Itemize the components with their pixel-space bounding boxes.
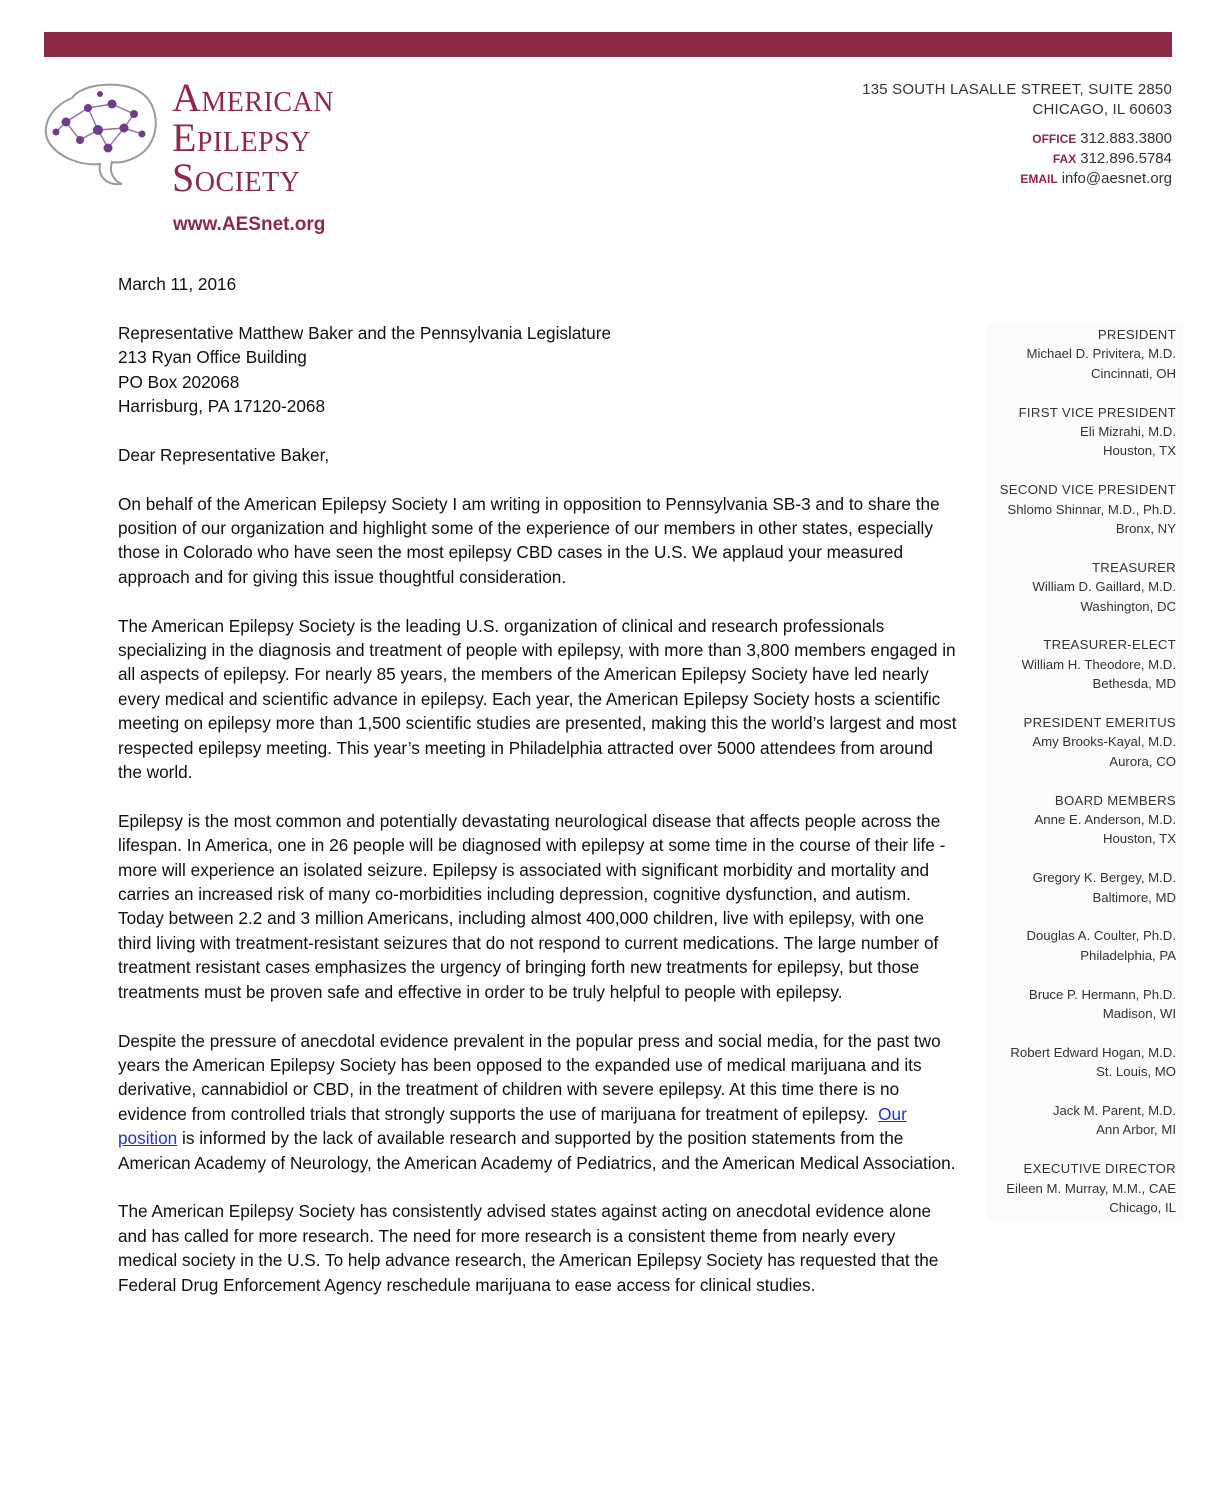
board-member-name: Bruce P. Hermann, Ph.D. [1028, 986, 1176, 1002]
board-title: TREASURER-ELECT [1043, 637, 1176, 653]
address-line: CHICAGO, IL 60603 [1032, 101, 1172, 118]
board-member-name: Douglas A. Coulter, Ph.D. [1026, 928, 1176, 944]
recipient-line: Representative Matthew Baker and the Pennsylvania Legislature [118, 322, 611, 343]
contact-block [862, 80, 1172, 189]
board-entry [986, 926, 1176, 965]
board-entry [986, 325, 1176, 383]
website-link[interactable]: www.AESnet.org [173, 214, 326, 235]
board-entry [986, 635, 1176, 693]
fax-label: FAX [1052, 152, 1077, 166]
board-entry [986, 1159, 1176, 1217]
board-title: FIRST VICE PRESIDENT [1018, 404, 1176, 420]
board-title: SECOND VICE PRESIDENT [999, 482, 1176, 498]
board-member-location: Washington, DC [1080, 598, 1176, 614]
fax-number [862, 149, 1172, 169]
email-label: EMAIL [1020, 172, 1058, 186]
board-member-name: Michael D. Privitera, M.D. [1026, 346, 1176, 362]
board-member-location: Aurora, CO [1109, 753, 1176, 769]
org-name [172, 75, 335, 200]
paragraph-1: On behalf of the American Epilepsy Society I am writing in opposition to Pennsylvania SB-3 and to share the position of our organization and highlight some of the experience of our members in other states, especially those in Colorado who have seen the most epilepsy CBD cases in the U.S. We applaud your measured approach and for giving this issue thoughtful consideration. [118, 493, 940, 587]
board-member-location: Houston, TX [1102, 443, 1176, 459]
org-name-line: Society [172, 155, 301, 200]
office-label: OFFICE [1032, 132, 1077, 146]
board-title: EXECUTIVE DIRECTOR [1023, 1161, 1176, 1177]
board-member-location: Houston, TX [1102, 831, 1176, 847]
board-member-name: Gregory K. Bergey, M.D. [1032, 870, 1176, 886]
email-value[interactable]: info@aesnet.org [1061, 170, 1172, 187]
recipient-line: 213 Ryan Office Building [118, 347, 307, 368]
board-member-name: William D. Gaillard, M.D. [1032, 579, 1176, 595]
board-member-name: William H. Theodore, M.D. [1021, 656, 1176, 672]
paragraph-4-text: Despite the pressure of anecdotal evidence prevalent in the popular press and social media, for the past two years the American Epilepsy Society has been opposed to the expanded use of medical marijuana and its derivative, cannabidiol or CBD, in the treatment of children with severe epilepsy. At this time there is no evidence from controlled trials that strongly supports the use of marijuana for treatment of epilepsy. [118, 1030, 946, 1124]
recipient-line: Harrisburg, PA 17120-2068 [118, 396, 326, 417]
paragraph-3: Epilepsy is the most common and potentially devastating neurological disease that affects people across the lifespan. In America, one in 26 people will be diagnosed with epilepsy at some time in the course of their life - more will experience an isolated seizure. Epilepsy is associated with significant morbidity and mortality and carries an increased risk of many co-morbidities including depression, cognitive dysfunction, and autism. Today between 2.2 and 3 million Americans, including almost 400,000 children, live with epilepsy, with one third living with treatment-resistant seizures that do not respond to current medications. The large number of treatment resistant cases emphasizes the urgency of bringing forth new treatments for epilepsy, but those treatments must be proven safe and effective in order to be truly helpful to people with epilepsy. [118, 810, 946, 1002]
our-position-link[interactable]: Our position [118, 1103, 907, 1149]
board-entry [986, 791, 1176, 849]
board-title: PRESIDENT [1097, 327, 1176, 342]
board-entry [986, 480, 1176, 538]
board-member-location: Madison, WI [1102, 1006, 1176, 1022]
board-sidebar [986, 322, 1183, 1222]
board-entry [986, 403, 1176, 461]
paragraph-2: The American Epilepsy Society is the leading U.S. organization of clinical and research professionals specializing in the diagnosis and treatment of people with epilepsy, with more than 3,800 members engaged in all aspects of epilepsy. For nearly 85 years, the members of the American Epilepsy Society have led nearly every medical and scientific advance in epilepsy. Each year, the American Epilepsy Society hosts a scientific meeting on epilepsy more than 1,500 scientific studies are presented, making this the world’s largest and most respected epilepsy meeting. This year’s meeting in Philadelphia attracted over 5000 attendees from around the world. [118, 615, 957, 783]
org-name-line: American [172, 75, 335, 120]
board-entry [986, 868, 1176, 907]
board-entry [986, 1101, 1176, 1140]
board-member-name: Robert Edward Hogan, M.D. [1010, 1044, 1176, 1060]
header-bar [44, 32, 1172, 57]
board-entry [986, 713, 1176, 771]
letter-date: March 11, 2016 [118, 274, 237, 294]
recipient-address [118, 321, 958, 419]
board-member-location: Bethesda, MD [1092, 676, 1176, 692]
board-title: PRESIDENT EMERITUS [1023, 715, 1176, 731]
office-phone [862, 129, 1172, 149]
board-member-name: Anne E. Anderson, M.D. [1034, 812, 1176, 828]
office-number: 312.883.3800 [1080, 130, 1172, 147]
salutation: Dear Representative Baker, [118, 444, 330, 465]
paragraph-5: The American Epilepsy Society has consistently advised states against acting on anecdotal evidence alone and has called for more research. The need for more research is a consistent theme from nearly every medical society in the U.S. To help advance research, the American Epilepsy Society has requested that the Federal Drug Enforcement Agency reschedule marijuana to ease access for clinical studies. [118, 1201, 939, 1295]
org-name-line: Epilepsy [172, 115, 311, 160]
paragraph-4 [118, 1029, 958, 1175]
board-member-name: Eli Mizrahi, M.D. [1080, 424, 1176, 440]
board-member-name: Shlomo Shinnar, M.D., Ph.D. [1007, 501, 1176, 517]
board-member-location: Philadelphia, PA [1080, 947, 1176, 963]
fax-value: 312.896.5784 [1080, 150, 1172, 167]
board-entry [986, 1043, 1176, 1082]
paragraph-4-text-end: is informed by the lack of available research and supported by the position statements from the American Academy of Neurology, the American Academy of Pediatrics, and the American Medical Association. [118, 1128, 956, 1173]
board-member-location: Ann Arbor, MI [1096, 1122, 1176, 1138]
board-title: BOARD MEMBERS [1054, 792, 1176, 808]
brain-network-icon [42, 78, 162, 190]
email [862, 169, 1172, 189]
board-member-location: St. Louis, MO [1096, 1064, 1176, 1080]
board-title: TREASURER [1091, 559, 1176, 575]
board-member-location: Bronx, NY [1115, 521, 1176, 537]
board-member-location: Chicago, IL [1109, 1200, 1176, 1216]
board-member-location: Baltimore, MD [1092, 889, 1176, 905]
board-entry [986, 558, 1176, 616]
board-member-location: Cincinnati, OH [1090, 365, 1176, 381]
board-member-name: Jack M. Parent, M.D. [1052, 1103, 1176, 1119]
board-member-name: Eileen M. Murray, M.M., CAE [1006, 1180, 1176, 1196]
address-line: 135 SOUTH LASALLE STREET, SUITE 2850 [862, 81, 1172, 98]
board-member-name: Amy Brooks-Kayal, M.D. [1032, 734, 1176, 750]
letter-body [118, 272, 958, 1321]
board-entry [986, 985, 1176, 1024]
recipient-line: PO Box 202068 [118, 371, 240, 392]
